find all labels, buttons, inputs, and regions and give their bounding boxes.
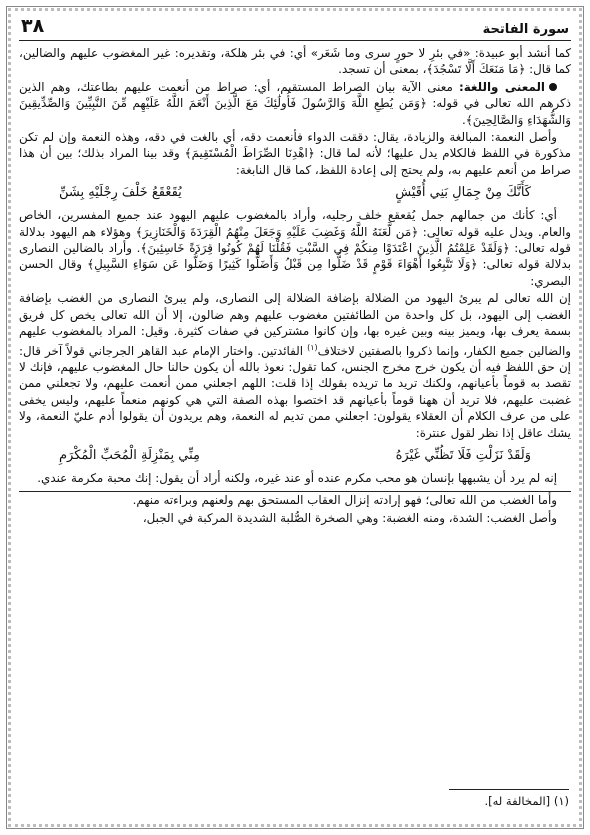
surah-title: سورة الفاتحة <box>482 22 569 37</box>
paragraph-5-text-end: الفائدتين. واختار الإمام عبد القاهر الجرجاني قولاً آخر قال: إن حق اللفظ فيه أن يكون خرج مخرج الجنس، كما تقول: نعوذ بالله أن يكون حالنا حال المغضوب عليهم، فإنك لا تقصد به قوماً بأعيانهم، ولكنك تريد ما تريده بقولك إذا قلت: اللهم اجعلني ممن أنعمت عليهم، ولا تجعلني ممن غضبت عليهم، فلا تريد أن ههنا قوماً بأعيانهم قد اختصوا بهذه الصفة التي هي كونهم منعماً عليهم، وليس يخفى على من عرف الكلام أن العقلاء يقولون: اجعلني ممن تديم له النعمة، وهم يريدون أن يقولوا أدم عليّ النعمة، ولا يشك عاقل إذا نظر لقول عنترة: <box>19 343 571 440</box>
paragraph-3: وأصل النعمة: المبالغة والزيادة، يقال: دققت الدواء فأنعمت دقه، أي بالغت في دقه، وهذه النعمة وإن لم تكن مذكورة في اللفظ فالكلام يدل عليها؛ لأنه لما قال: ﴿اهْدِنَا الصِّرَاطَ الْمُسْتَقِيمَ﴾ وقد بينا المراد بذلك؛ بين أن هذا صراط من أنعم عليهم به، ولم يحتج إلى إعادة اللفظ، كما قال النابغة: <box>19 130 571 177</box>
bullet-icon <box>549 83 557 91</box>
paragraph-6: إنه لم يرد أن يشبهها بإنسان هو محب مكرم عنده أو عند غيره، ولكنه أراد أن يقول: إنك محبة مكرمة عندي. <box>37 470 557 485</box>
page-number: ٣٨ <box>21 15 45 37</box>
footnote-ref[interactable]: (١) <box>307 342 318 352</box>
poem-verse-1 <box>19 179 571 207</box>
poem-verse-2 <box>19 442 571 470</box>
footnote <box>21 789 569 808</box>
section-heading: المعنى واللغة: <box>458 79 545 94</box>
verse-1-first-hemistich: كَأَنَّكَ مِنْ جِمَالِ بَنِي أُقَيْشٍ <box>395 185 531 201</box>
paragraph-7: وأما الغضب من الله تعالى؛ فهو إرادته إنزال العقاب المستحق بهم ولعنهم وبراءته منهم. <box>132 493 557 508</box>
footnote-rule <box>449 789 569 790</box>
page-header <box>19 15 571 41</box>
paragraph-2-text: معنى الآية بيان الصراط المستقيم، أي: صراط من أنعمت عليهم بطاعتك، وهم الذين ذكرهم الله تعالى في قوله: ﴿وَمَن يُطِعِ اللَّهَ وَالرَّسُولَ فَأُولَٰئِكَ مَعَ الَّذِينَ أَنْعَمَ اللَّهُ عَلَيْهِم مِّنَ النَّبِيِّينَ وَالصِّدِّيقِينَ وَالشُّهَدَاءِ وَالصَّالِحِينَ﴾. <box>19 79 571 127</box>
footnote-text: [المخالفة له]. <box>484 794 551 808</box>
paragraph-2 <box>19 79 571 128</box>
verse-2-first-hemistich: وَلَقَدْ نَزَلْتِ فَلَا تَظُنِّي غَيْرَهُ <box>395 447 531 463</box>
page-frame <box>6 6 584 829</box>
footnote-number: (١) <box>553 794 569 808</box>
paragraph-8: وأصل الغضب: الشدة، ومنه الغضبة: وهي الصخرة الصُّلبة الشديدة المركبة في الجبل، <box>142 510 557 525</box>
verse-1-second-hemistich: يُقَعْقَعُ خَلْفَ رِجْلَيْهِ بِشَنِّ <box>59 185 182 201</box>
page-body <box>19 45 571 526</box>
paragraph-1: كما أنشد أبو عبيدة: «في بئرِ لا حورٍ سرى وما شَعَر» أي: في بئر هلكة، وتقديره: غير المغضوب عليهم والضالين، كما قال: ﴿مَا مَنَعَكَ أَلَّا تَسْجُدَ﴾، بمعنى أن تسجد. <box>19 46 571 77</box>
paragraph-5-text: إن الله تعالى لم يبرئ اليهود من الضلالة بإضافة الضلالة إلى النصارى، ولم يبرئ النصارى من الغضب بإضافة الغضب إلى اليهود، بل كل واحدة من الطائفتين مغضوب عليهم وهم ضالون، إلا أن الله تعالى يخص كل فريق بسمة يعرف بها، ويميز بينه وبين غيره بها، وإن كانوا مشتركين في صفات كثيرة. وقيل: المراد بالمغضوب عليهم والضالين جميع الكفار، وإنما ذكروا بالصفتين لاختلاف <box>19 291 571 358</box>
verse-2-second-hemistich: مِنِّي بِمَنْزِلَةِ الْمُحَبِّ الْمُكْرَمِ <box>59 447 201 463</box>
paragraph-5 <box>19 290 571 441</box>
paragraph-4: أي: كأنك من جمالهم جمل يُقعقع خلف رجليه، وأراد بالمغضوب عليهم اليهود عند جميع المفسرين، الخاص والعام. ويدل عليه قوله تعالى: ﴿مَن لَّعَنَهُ اللَّهُ وَغَضِبَ عَلَيْهِ وَجَعَلَ مِنْهُمُ الْقِرَدَةَ وَالْخَنَازِيرَ﴾ وهؤلاء هم اليهود بدلالة قوله تعالى: ﴿وَلَقَدْ عَلِمْتُمُ الَّذِينَ اعْتَدَوْا مِنكُمْ فِي السَّبْتِ فَقُلْنَا لَهُمْ كُونُوا قِرَدَةً خَاسِئِينَ﴾. وأراد بالضالين النصارى بدلالة قوله تعالى: ﴿وَلَا تَتَّبِعُوا أَهْوَاءَ قَوْمٍ قَدْ ضَلُّوا مِن قَبْلُ وَأَضَلُّوا كَثِيرًا وَضَلُّوا عَن سَوَاءِ السَّبِيلِ﴾ وقال الحسن البصري: <box>19 208 571 288</box>
